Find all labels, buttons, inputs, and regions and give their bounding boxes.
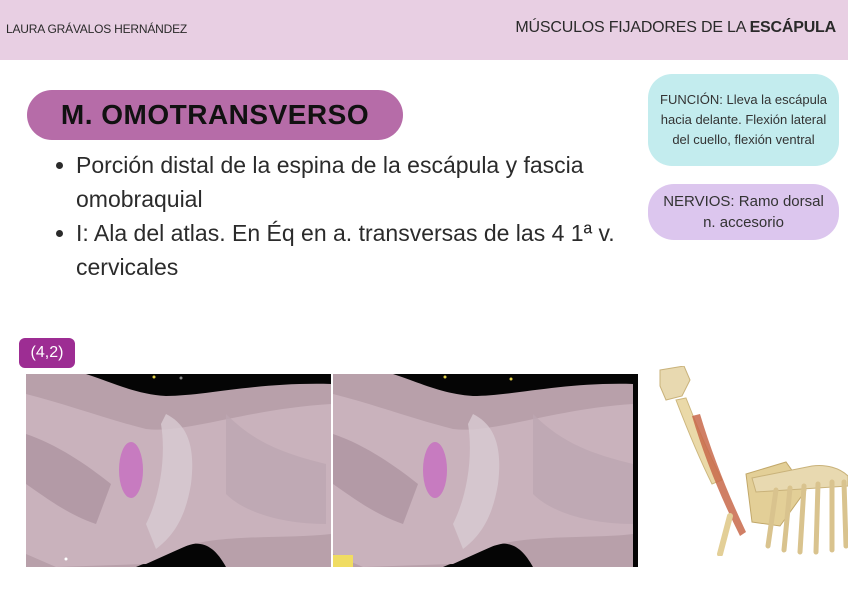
- muscle-title-text: M. OMOTRANSVERSO: [60, 99, 370, 130]
- bullet-list: [52, 148, 652, 284]
- dissection-photo-right: [333, 374, 638, 567]
- dissection-photo-left: [26, 374, 331, 567]
- slide-topic: [515, 19, 836, 37]
- topic-emphasis: ESCÁPULA: [749, 19, 836, 36]
- topic-prefix: MÚSCULOS FIJADORES DE LA: [515, 19, 750, 36]
- skeleton-illustration: [656, 366, 848, 556]
- nerves-text: NERVIOS: Ramo dorsal n. accesorio: [663, 193, 824, 231]
- dissection-illustration-right: [333, 374, 633, 567]
- bullet-origin: Porción distal de la espina de la escápula y fascia omobraquial: [52, 148, 652, 216]
- function-box: [648, 74, 839, 166]
- nerves-box: [648, 184, 839, 240]
- header-bar: [0, 0, 848, 60]
- skeleton-diagram: [656, 366, 848, 556]
- function-text: FUNCIÓN: Lleva la escápula hacia delante. Flexión lateral del cuello, flexión ventral: [660, 92, 827, 147]
- author-name: LAURA GRÁVALOS HERNÁNDEZ: [6, 22, 188, 36]
- dissection-illustration-left: [26, 374, 331, 567]
- reference-tag: (4,2): [19, 338, 75, 368]
- bullet-insertion: I: Ala del atlas. En Éq en a. transversas de las 4 1ª v. cervicales: [52, 216, 652, 284]
- muscle-title: [27, 90, 403, 140]
